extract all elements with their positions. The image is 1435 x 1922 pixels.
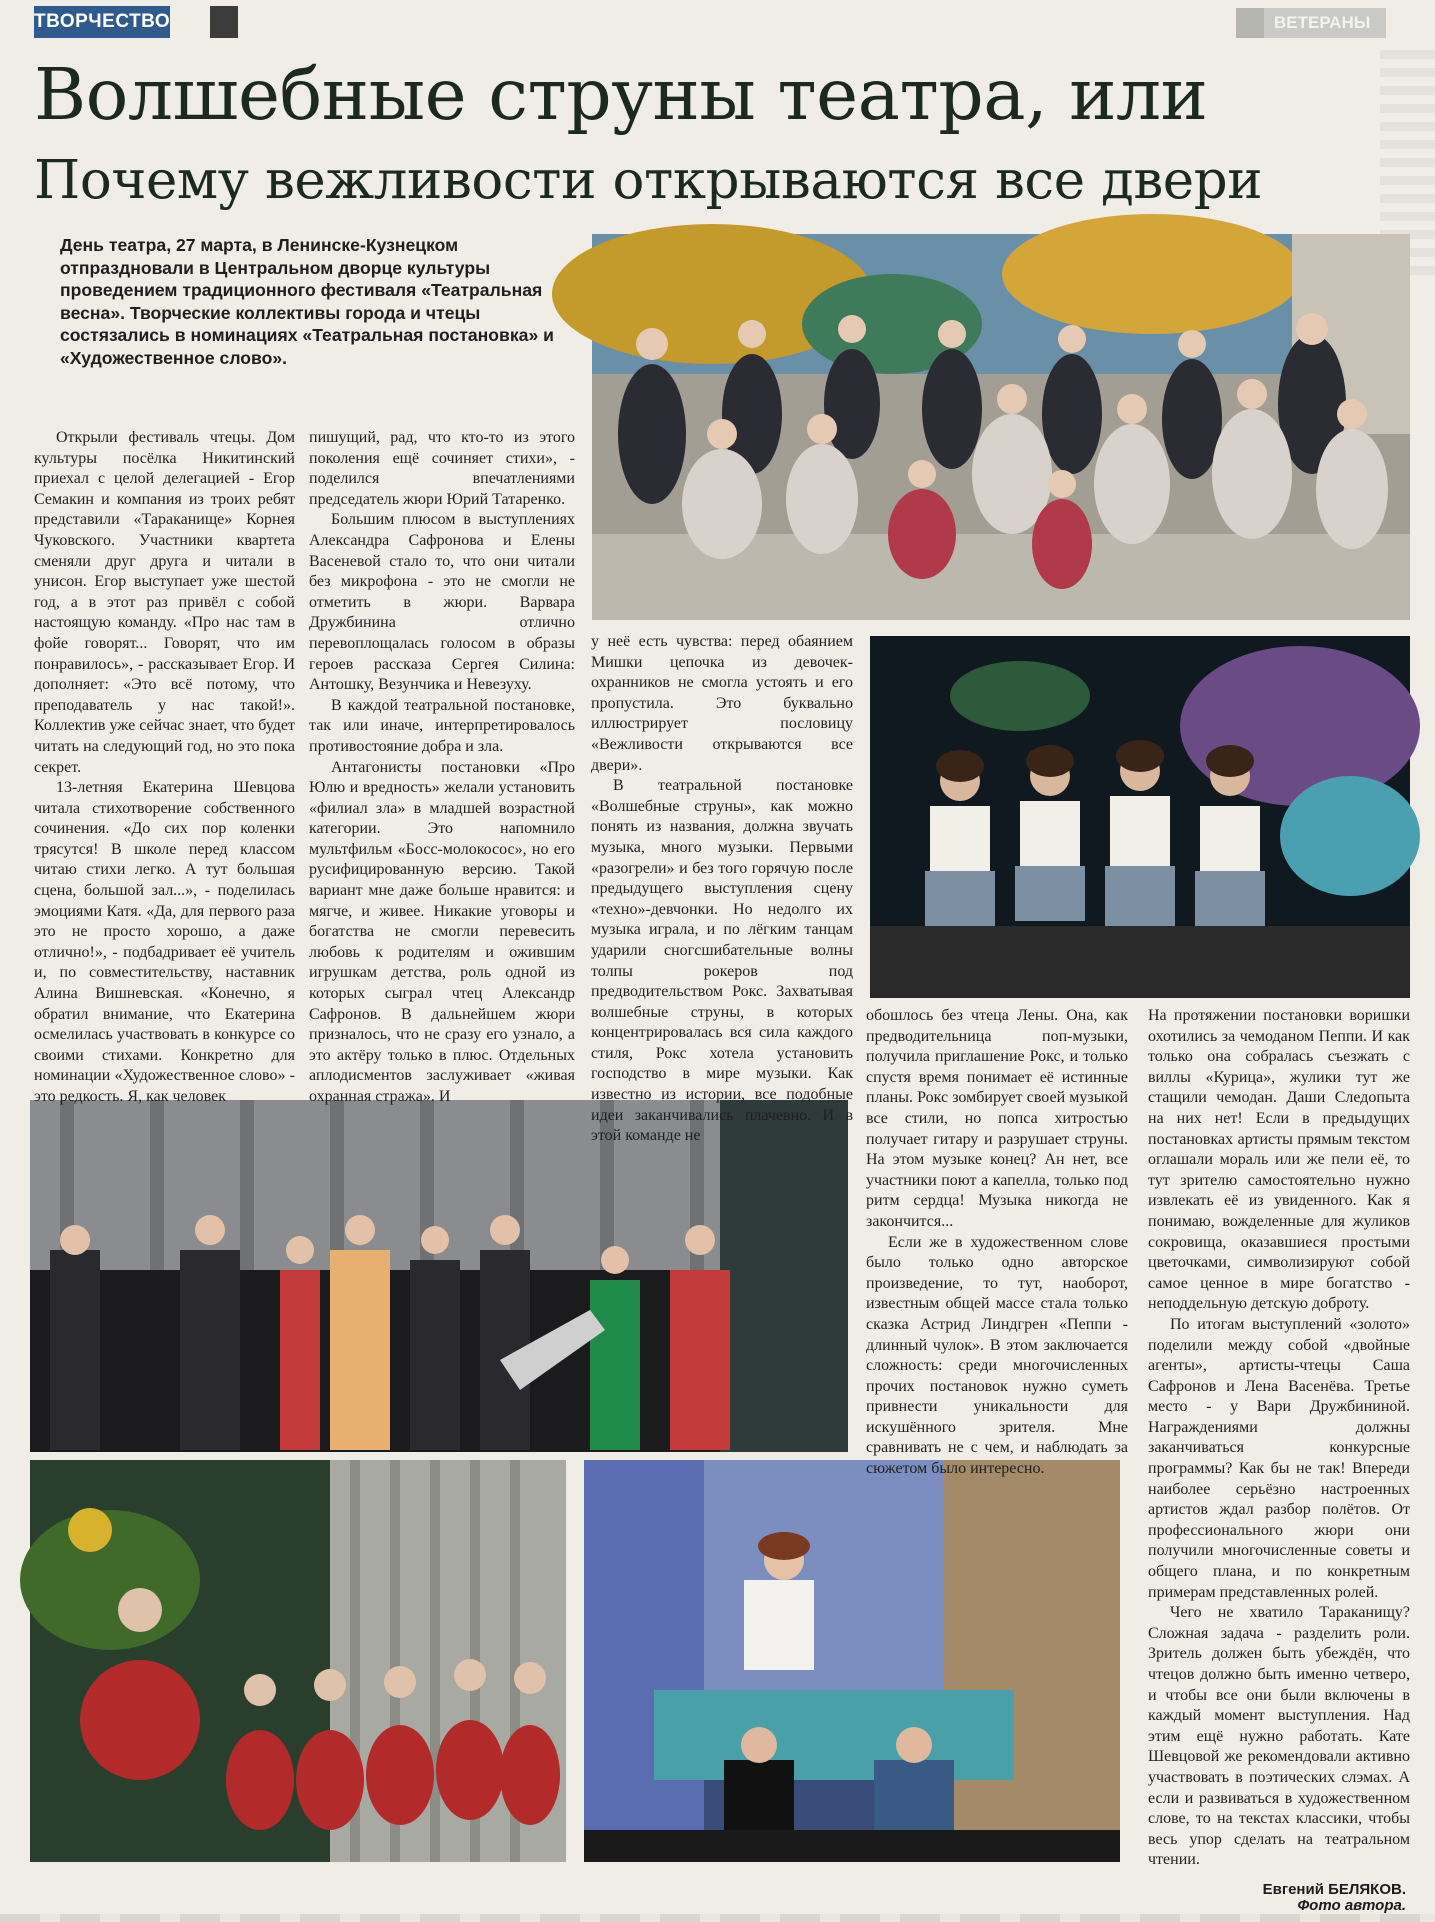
paragraph: Чего не хватило Тараканищу? Сложная задача - разделить роли. Зритель должен быть убеждён, что чтецов должно быть именно четверо, и чтобы все они были включены в каждый момент выступления. Над этим ещё нужно работать. Кате Шевцовой же рекомендовали активно участвовать в поэтических слэмах. А если и развиваться в художественном слове, то на текстах классики, чтобы весь упор сделать на театральном чтении. [1148, 1604, 1410, 1869]
neighbor-rubric-label: ВЕТЕРАНЫ [1236, 8, 1386, 38]
paragraph: пишущий, рад, что кто-то из этого поколения ещё сочиняет стихи», - поделился впечатлениями председатель жюри Юрий Татаренко. [309, 429, 575, 508]
paragraph: у неё есть чувства: перед обаянием Мишки цепочка из девочек-охранников не смогла устоять и его пропустила. Это буквально иллюстрирует пословицу «Вежливости открываются все двери». [591, 633, 853, 774]
text-column-2 [309, 428, 575, 1105]
text-column-4 [866, 1006, 1128, 1478]
paragraph: В театральной постановке «Волшебные струны», как можно понять из названия, должна звучать музыка, много музыки. Первыми «разогрели» и без того горячую после предыдущего выступления сцену «техно»-девчонки. Но недолго их музыка играла, и по лёгким танцам ударили сногсшибательные волны толпы рокеров под предводительством Рокс. Захватывая волшебные струны, в которых концентрировалась вся сила каждого стиля, Рокс хотела установить господство в мире музыки. Как известно из истории, все подобные идеи заканчивались плачевно. И в этой команде не [591, 777, 853, 1145]
pippi-scene-photo [584, 1460, 1120, 1862]
paragraph: Если же в художественном слове было только одно авторское произведение, то тут, наоборот, известным общей массе стала только сказка Астрид Линдгрен «Пеппи - длинный чулок». В этом заключается сложность: среди многочисленных прочих постановок нужно суметь привнести уникальности для искушённого зрителя. Мне сравнивать не с чем, и наблюдать за сюжетом было интересно. [866, 1233, 1128, 1478]
paragraph: обошлось без чтеца Лены. Она, как предводительница поп-музыки, получила приглашение Рокс, и только спустя время понимает её истинные планы. Рокс зомбирует своей музыкой все стили, но попса хитростью получает гитару и разрушает струны. На этом музыке конец? Ан нет, все участники поют а капелла, только под ритм сердца! Музыка никогда не закончится... [866, 1007, 1128, 1230]
photo-credit-block [1160, 1896, 1406, 1915]
lead-paragraph: День театра, 27 марта, в Ленинске-Кузнецком отпраздновали в Центральном дворце культуры проведением традиционного фестиваля «Театральная весна». Творческие коллективы города и чтецы состязались в номинациях «Театральная постановка» и «Художественное слово». [60, 235, 554, 368]
paragraph: В каждой театральной постановке, так или иначе, интерпретировалось противостояние добра и зла. [309, 696, 575, 755]
pop-singers-photo [30, 1460, 566, 1862]
paragraph: Открыли фестиваль чтецы. Дом культуры посёлка Никитинский приехал с целой делегацией - Егор Семакин и компания из троих ребят представили «Тараканище» Корнея Чуковского. Участники квартета сменяли друг друга и читали в унисон. Егор выступает уже шестой год, а в этот раз привёл с собой настоящую команду. «Про нас там в фойе говорят... Говорят, что им понравилось», - рассказывает Егор. И дополняет: «Это всё потому, что преподаватель у нас такой!». Коллектив уже сейчас знает, что будет читать на следующий год, но это пока секрет. [34, 429, 295, 776]
headline-line-2: Почему вежливости открываются все двери [34, 150, 1263, 211]
group-photo [592, 234, 1410, 620]
paragraph: По итогам выступлений «золото» поделили между собой «двойные агенты», артисты-чтецы Саша Сафронов и Лена Васенёва. Третье место - у Вари Дружбининой. Награждениями должны заканчиваться конкурсные программы? Как бы не так! Впереди наиболее серьёзно настроенных артистов ждал разбор полётов. От профессионального жюри они получили многочисленные советы и общего плана, и по конкретным примерам представленных ролей. [1148, 1315, 1410, 1601]
text-column-1 [34, 428, 295, 1105]
rockers-stage-photo [30, 1100, 848, 1452]
paragraph: Антагонисты постановки «Про Юлю и вредность» желали установить «филиал зла» в младшей возрастной категории. Это напомнило мультфильм «Босс-молокосос», но его русифицированную версию. Такой вариант мне даже больше нравится: и мягче, и живее. Никакие уговоры и богатства не смогли перевесить любовь к родителям и ожившим игрушкам детства, роль одной из которых сыграл чтец Александр Сафронов. В дальнейшем жюри призналось, что не сразу его узнало, а это актёру только в плюс. Отдельных аплодисментов заслуживает «живая охранная стража». И [309, 758, 575, 1105]
photo-credit: Фото автора. [1297, 1897, 1406, 1914]
paragraph: Большим плюсом в выступлениях Александра Сафронова и Елены Васеневой стало то, что они читали без микрофона - это не смогли не отметить в жюри. Варвара Дружбинина отлично перевоплощалась голосом в образы героев рассказа Сергея Силина: Антошку, Везунчика и Невезуху. [309, 511, 575, 694]
headline-line-1: Волшебные струны театра, или [34, 53, 1208, 136]
rubric-label: ТВОРЧЕСТВО [34, 6, 170, 38]
rubric-square [210, 6, 238, 38]
paragraph: На протяжении постановки воришки охотились за чемоданом Пеппи. И как только она собралась съезжать с виллы «Курица», жулики тут же стащили чемодан. Даши Следопыта на них нет! Если в предыдущих постановках артисты прямым текстом оглашали мораль или же пели её, то тут зрителю самостоятельно нужно извлекать её из увиденного. Как я понимаю, вожделенные для жуликов сокровища, оказавшиеся простыми цветочками, символизируют собой самое ценное в мире богатство - неподдельную детскую доброту. [1148, 1007, 1410, 1313]
text-column-3 [591, 632, 853, 1145]
stage-girls-photo [870, 636, 1410, 998]
neighbor-rubric-square [1236, 8, 1264, 38]
paragraph: 13-летняя Екатерина Шевцова читала стихотворение собственного сочинения. «До сих пор коленки трясутся! В школе перед классом читаю стихи легко. А тут большая сцена, большой зал...», - поделилась эмоциями Катя. «Да, для первого раза это не просто хорошо, а даже отлично!», - подбадривает её учитель и, по совместительству, наставник Алина Вишневская. «Конечно, я обратил внимание, что Екатерина осмелилась участвовать в конкурсе со своими стихами. Конкретно для номинации «Художественное слово» - это редкость. Я, как человек [34, 779, 295, 1105]
page-bottom-edge [0, 1914, 1435, 1922]
text-column-5 [1148, 1006, 1410, 1874]
author-name: Евгений БЕЛЯКОВ. [1262, 1881, 1406, 1898]
